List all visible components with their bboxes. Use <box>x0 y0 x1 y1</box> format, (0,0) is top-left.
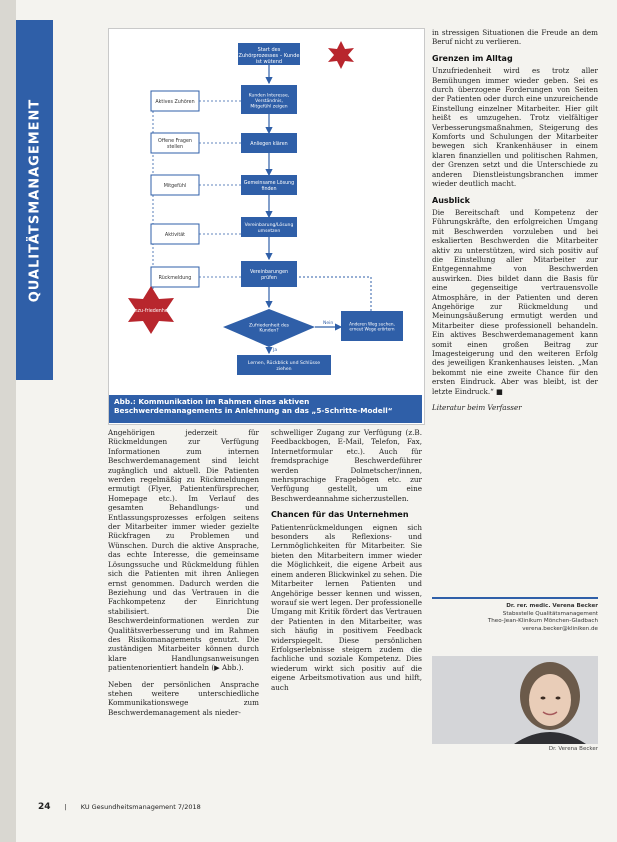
decision-text: Zufriedenheit des Kunden? <box>249 323 289 334</box>
heading-ausblick: Ausblick <box>432 195 470 205</box>
author-block <box>432 603 598 633</box>
left-column <box>108 428 259 724</box>
right-column <box>432 28 598 419</box>
yes-label: Ja <box>273 348 278 353</box>
figure-caption: Abb.: Kommunikation im Rahmen eines aktiven Beschwerdemanagements in Anlehnung an das „5-Schritte-Modell“ <box>109 395 422 423</box>
left-paragraph-1: Angehörigen jederzeit für Rückmeldungen zur Verfügung Informationen zum internen Beschwerdemanagement sind leicht zugänglich und aktuell. Die Patienten werden regelmäßig zu Rückmeldungen ermutigt (Flyer, Patientenfürsprecher, Homepage etc.). Im Verlauf des gesamten Behandlungs- und Entlassungsprozesses erfolgen seitens der Mitarbeiter immer wieder gezielte Rückfragen zu Problemen und Wünschen. Durch die aktive Ansprache, das echte Interesse, die gemeinsame Lösungssuche und Rückmeldung fühlen sich die Patienten mit ihren Anliegen ernst genommen. Dadurch werden die Beziehung und das Vertrauen in die Fachkompetenz der Einrichtung stabilisiert. Die Beschwerdeinformationen werden zur Qualitätsverbesserung und im Rahmen des Risikomanagements genutzt. Die zuständigen Mitarbeiter können durch klare Handlungsanweisungen patientenorientiert handeln (▶ Abb.). <box>108 428 259 673</box>
bottom-text: Lernen, Rückblick und Schlüsse ziehen <box>247 361 321 372</box>
step-text-1: Kunden Interesse, Verständnis, Mitgefühl zeigen <box>248 93 290 110</box>
step-text-3: Gemeinsame Lösung finden <box>243 181 295 192</box>
author-line: Stabsstelle Qualitätsmanagement <box>502 610 598 617</box>
step-text-2: Anliegen klären <box>250 142 288 147</box>
left-text-3: Mitgefühl <box>163 184 187 189</box>
page-spine-shadow <box>0 0 16 842</box>
footer-separator: | <box>64 803 67 811</box>
literature-note: Literatur beim Verfasser <box>432 403 522 413</box>
middle-paragraph-1: schwelliger Zugang zur Verfügung (z.B. Feedbackbogen, E-Mail, Telefon, Fax, Internetformular etc.). Auch für fremdsprachige Beschwerdeführer werden Dolmetscher/innen, mehrsprachige Fragebögen etc. zur Verfügung gestellt, um eine Beschwerdeannahme sicherzustellen. <box>271 428 422 503</box>
figure-frame <box>108 28 425 425</box>
author-email[interactable]: verena.becker@kliniken.de <box>522 625 598 632</box>
top-star-icon <box>328 41 354 69</box>
section-label: QUALITÄTSMANAGEMENT <box>27 98 42 302</box>
author-name: Dr. rer. medic. Verena Becker <box>506 603 598 609</box>
middle-column <box>271 428 422 699</box>
alt-text: Anderen Weg suchen, erneut Wege erörtern <box>349 321 395 332</box>
right-paragraph-2: Unzufriedenheit wird es trotz aller Bemühungen immer wieder geben. Sei es durch überzogene Forderungen von Seiten der Patienten oder durch eine unzureichende Einstellung einzelner Mitarbeiter. Hier gilt heißt es umzugehen. Trotz vielfältiger Verbesserungsmaßnahmen, Steigerung des Komforts und Schulungen der Mitarbeiter bewegen sich Krankenhäuser in einem klaren finanziellen und politischen Rahmen, der Grenzen setzt und die Unterschiede zu anderen Dienstleistungsbranchen immer wieder deutlich macht. <box>432 66 598 189</box>
right-paragraph-1: in stressigen Situationen die Freude an dem Beruf nicht zu verlieren. <box>432 28 598 47</box>
step-text-4: Vereinbarung/Lösung umsetzen <box>244 223 294 234</box>
star-text: Unzu-friedenheit <box>130 309 172 314</box>
middle-paragraph-2: Patientenrückmeldungen eignen sich besonders als Reflexions- und Lernmöglichkeiten für Mitarbeiter. Sie bieten den Mitarbeitern immer wieder die Möglichkeit, die eigene Arbeit aus einem anderen Blickwinkel zu sehen. Die Mitarbeiter lernen Patienten und Angehörige besser kennen und wissen, worauf sie wert legen. Der professionelle Umgang mit Kritik fördert das Vertrauen der Patienten in den Mitarbeiter, was sich häufig in positivem Feedback widerspiegelt. Diese persönlichen Erfolgserlebnisse steigern zudem die fachliche und soziale Kompetenz. Dies wiederum wirkt sich positiv auf die eigene Arbeitsmotivation aus und hilft, auch <box>271 522 422 692</box>
left-text-2: Offene Fragen stellen <box>158 139 192 150</box>
journal-name: KU Gesundheitsmanagement 7/2018 <box>80 803 201 811</box>
portrait-image <box>432 656 598 744</box>
page-footer <box>38 802 201 812</box>
heading-chancen: Chancen für das Unternehmen <box>271 510 409 520</box>
author-divider <box>432 597 598 599</box>
start-text: Start des Zuhörprozesses – Kunde ist wütend <box>238 47 300 65</box>
author-line: Theo-Jean-Klinikum Mönchen-Gladbach <box>487 618 598 624</box>
left-text-5: Rückmeldung <box>158 276 192 281</box>
left-text-1: Aktives Zuhören <box>155 100 195 105</box>
author-photo <box>432 656 598 744</box>
flowchart <box>109 29 424 396</box>
left-text-4: Aktivität <box>164 233 186 238</box>
left-paragraph-2: Neben der persönlichen Ansprache stehen weitere unterschiedliche Kommunikationswege zum Beschwerdemanagement als nieder- <box>108 679 259 717</box>
page-number: 24 <box>38 802 51 812</box>
heading-grenzen: Grenzen im Alltag <box>432 53 513 63</box>
photo-caption: Dr. Verena Becker <box>548 746 598 752</box>
no-label: Nein <box>323 321 334 326</box>
right-paragraph-3: Die Bereitschaft und Kompetenz der Führungskräfte, den erfolgreichen Umgang mit Beschwerden vorzuleben und bei eskalierten Beschwerden die Mitarbeiter aktiv zu unterstützen, wird sich positiv auf die Einstellung aller Mitarbeiter zur Entgegennahme von Beschwerden auswirken. Dies bildet dann die Basis für eine gegenseitige vertrauensvolle Atmosphäre, in der Patienten und deren Angehörige zur Rückmeldung und Meinungsäußerung ermutigt werden und Mitarbeiter diese professionell behandeln. Ein aktives Beschwerdemanagement kann somit einen großen Beitrag zur Imagesteigerung und den weiteren Erfolg des jeweiligen Krankenhauses leisten. „Man bekommt nie eine zweite Chance für den ersten Eindruck. Aber was bleibt, ist der letzte Eindruck.“ ■ <box>432 207 598 396</box>
step-text-5: Vereinbarungen prüfen <box>249 270 289 281</box>
